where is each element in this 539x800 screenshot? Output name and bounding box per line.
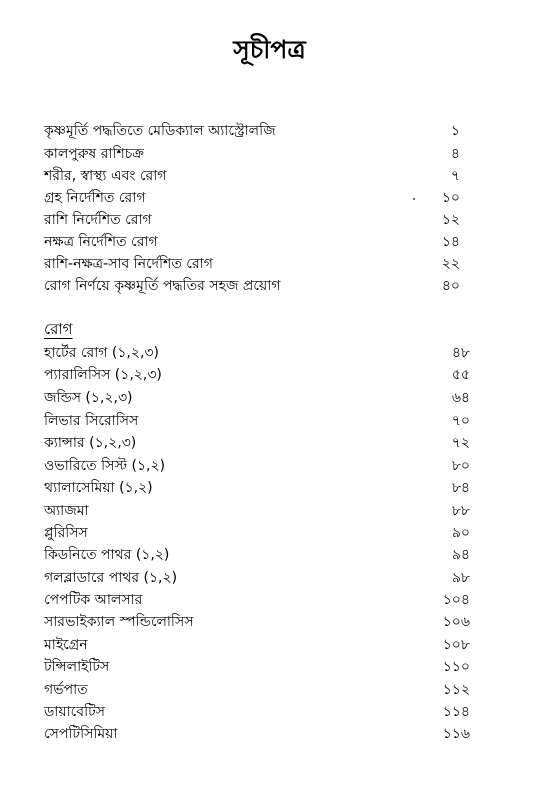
section-heading: রোগ bbox=[44, 320, 73, 338]
toc-entry bbox=[0, 364, 539, 386]
toc-entry-label: কালপুরুষ রাশিচক্র bbox=[44, 146, 145, 162]
toc-entry bbox=[0, 589, 539, 611]
toc-entry-page: ৯৪ bbox=[451, 547, 470, 563]
toc-entry-label: নক্ষত্র নির্দেশিত রোগ bbox=[44, 234, 158, 250]
toc-entry-label: মাইগ্রেন bbox=[44, 637, 88, 653]
toc-entry bbox=[0, 723, 539, 745]
toc-entry-label: থ্যালাসেমিয়া (১,২) bbox=[44, 480, 153, 496]
toc-entry-page: ৮৪ bbox=[451, 480, 470, 496]
toc-entry-page: ১ bbox=[450, 123, 460, 139]
toc-entry-page: ৬৪ bbox=[451, 390, 470, 406]
toc-entry-label: টন্সিলাইটিস bbox=[44, 659, 110, 675]
toc-entry-page: ৪ bbox=[450, 146, 460, 162]
toc-entry bbox=[0, 611, 539, 633]
toc-entry-page: ৪০ bbox=[441, 278, 460, 294]
toc-entry-label: গ্রহ নির্দেশিত রোগ bbox=[44, 190, 146, 206]
toc-entry-page: ১১৬ bbox=[442, 726, 470, 742]
toc-entry bbox=[0, 679, 539, 701]
toc-entry-label: ওভারিতে সিস্ট (১,২) bbox=[44, 458, 166, 474]
toc-entry-page: ১০ bbox=[441, 190, 460, 206]
toc-entry-page: ১১০ bbox=[442, 659, 470, 675]
toc-entry-page: ৭ bbox=[450, 168, 460, 184]
toc-entry-page: ৮৮ bbox=[451, 503, 470, 519]
toc-entry-label: সারভাইক্যাল স্পন্ডিলোসিস bbox=[44, 614, 194, 630]
toc-entry-page: ৪৮ bbox=[451, 345, 470, 361]
toc-entry bbox=[0, 634, 539, 656]
page-title: সূচীপত্র bbox=[233, 35, 306, 64]
toc-entry-label: জন্ডিস (১,২,৩) bbox=[44, 390, 133, 406]
toc-entry bbox=[0, 544, 539, 566]
toc-entry-page: ১১৪ bbox=[442, 704, 470, 720]
toc-entry-page: ১৪ bbox=[441, 234, 460, 250]
toc-entry-page: ১১২ bbox=[442, 682, 470, 698]
toc-entry-page: ৫৫ bbox=[451, 367, 470, 383]
toc-entry bbox=[0, 410, 539, 432]
toc-entry-page: ৮০ bbox=[451, 458, 470, 474]
toc-entry-label: গর্ভপাত bbox=[44, 682, 88, 698]
toc-entry-page: ১০৪ bbox=[442, 592, 470, 608]
toc-entry-label: লিভার সিরোসিস bbox=[44, 413, 139, 429]
toc-entry-label: রাশি নির্দেশিত রোগ bbox=[44, 212, 152, 228]
toc-entry-page: ১০৬ bbox=[442, 614, 470, 630]
toc-entry-label: ডায়াবেটিস bbox=[44, 704, 105, 720]
toc-entry-label: রোগ নির্ণয়ে কৃষ্ণমূর্তি পদ্ধতির সহজ প্রয়োগ bbox=[44, 278, 281, 294]
toc-entry-page: ২২ bbox=[441, 256, 460, 272]
toc-entry-label: কৃষ্ণমূর্তি পদ্ধতিতে মেডিক্যাল অ্যাস্ট্রোলজি bbox=[44, 123, 276, 139]
toc-entry-label: কিডনিতে পাথর (১,২) bbox=[44, 547, 170, 563]
toc-entry-page: ৭২ bbox=[451, 435, 470, 451]
toc-entry bbox=[0, 567, 539, 589]
toc-entry-label: রাশি-নক্ষত্র-সাব নির্দেশিত রোগ bbox=[44, 256, 213, 272]
toc-entry-page: ১০৮ bbox=[442, 637, 470, 653]
toc-entry-label: অ্যাজমা bbox=[44, 503, 89, 519]
toc-entry-label: প্লুরিসিস bbox=[44, 525, 88, 541]
toc-entry bbox=[0, 656, 539, 678]
toc-entry-label: গলব্লাডারে পাথর (১,২) bbox=[44, 570, 178, 586]
toc-entry bbox=[0, 522, 539, 544]
toc-entry bbox=[0, 455, 539, 477]
toc-entry bbox=[0, 701, 539, 723]
toc-entry bbox=[0, 432, 539, 454]
toc-entry bbox=[0, 342, 539, 364]
toc-entry-label: ক্যান্সার (১,২,৩) bbox=[44, 435, 137, 451]
toc-entry-label: পেপটিক আলসার bbox=[44, 592, 143, 608]
toc-entry-label: শরীর, স্বাস্থ্য এবং রোগ bbox=[44, 168, 167, 184]
toc-entry-page: ৯০ bbox=[451, 525, 470, 541]
toc-entry-page: ৭০ bbox=[451, 413, 470, 429]
toc-entry-label: সেপটিসিমিয়া bbox=[44, 726, 118, 742]
toc-entry-label: প্যারালিসিস (১,২,৩) bbox=[44, 367, 162, 383]
toc-entry bbox=[0, 500, 539, 522]
toc-entry bbox=[0, 387, 539, 409]
toc-entry-page: ১২ bbox=[441, 212, 460, 228]
toc-entry-page: ৯৮ bbox=[451, 570, 470, 586]
toc-entry-label: হার্টের রোগ (১,২,৩) bbox=[44, 345, 160, 361]
toc-entry bbox=[0, 477, 539, 499]
